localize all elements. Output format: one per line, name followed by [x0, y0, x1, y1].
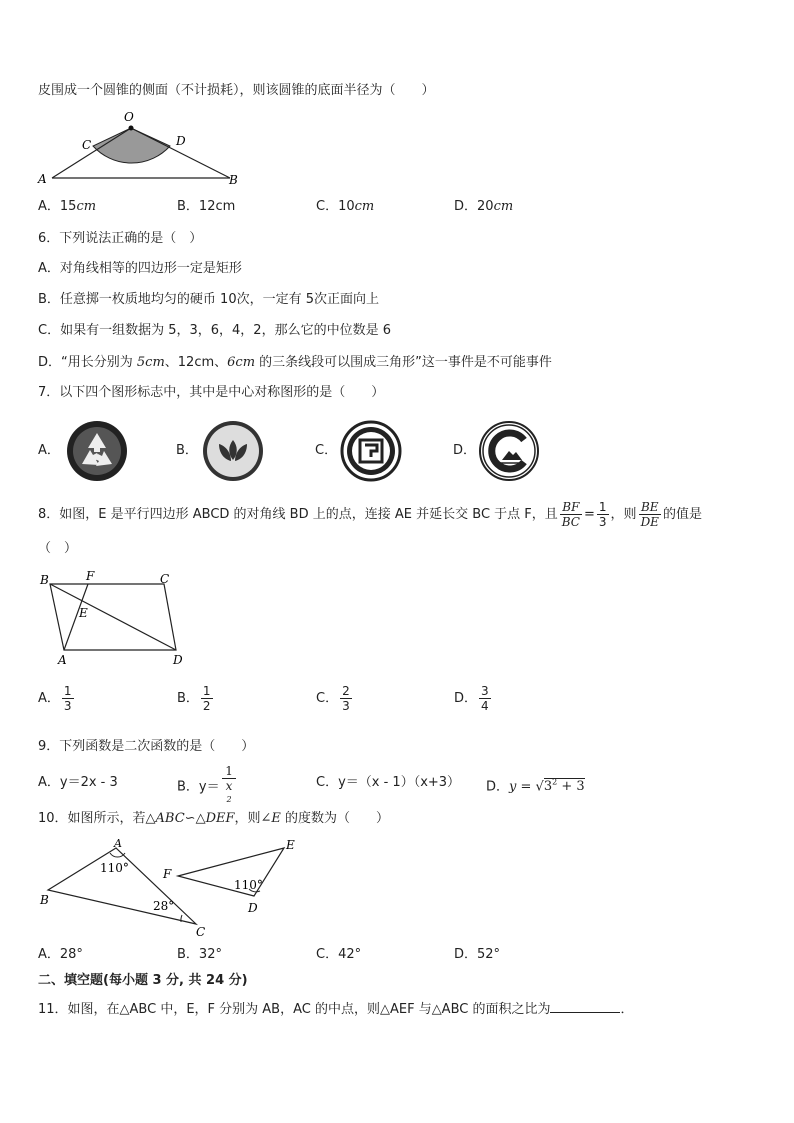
- q10-option-d[interactable]: D．52°: [454, 947, 501, 962]
- q8-parallelogram-figure: [36, 568, 196, 668]
- q7-stem: 7．以下四个图形标志中，其中是中心对称图形的是（ ）: [38, 385, 385, 400]
- q10-option-c[interactable]: C．42°: [316, 947, 362, 962]
- q8-stem: 8．如图，E 是平行四边形 ABCD 的对角线 BD 上的点，连接 AE 并延长交 BC 于点 F，且 $\frac{BF}{BC}$ = $\frac{1}{3}$ ，则 $\frac{BE}{DE}$ 的值是: [38, 500, 702, 529]
- q9-option-b[interactable]: B．y＝ 1 x $^2$: [177, 764, 238, 810]
- label-F: F: [86, 569, 95, 583]
- q5-option-c[interactable]: C．10cm: [316, 199, 375, 214]
- label-A: A: [114, 837, 122, 850]
- label-B: B: [229, 173, 238, 187]
- q10-option-a[interactable]: A．28°: [38, 947, 83, 962]
- q10-triangles-figure: [36, 836, 306, 944]
- q9-option-a[interactable]: A．y＝2x - 3: [38, 775, 118, 790]
- label-E: E: [286, 838, 295, 852]
- c-mountain-emblem-icon: [478, 420, 540, 482]
- angle-A-label: 110°: [100, 861, 129, 875]
- q9-option-c[interactable]: C．y＝（x - 1）（x+3）: [316, 775, 461, 790]
- q6-option-b[interactable]: B．任意掷一枚质地均匀的硬币 10次，一定有 5次正面向上: [38, 292, 379, 307]
- q5-option-b[interactable]: B．12cm: [177, 199, 236, 214]
- q8-paren: （ ）: [38, 541, 78, 556]
- leaf-emblem-icon: [202, 420, 264, 482]
- q6-stem: 6．下列说法正确的是（ ）: [38, 231, 203, 246]
- q6-option-d[interactable]: D．“用长分别为 5cm、12cm、6cm 的三条线段可以围成三角形”这一事件是不可能事件: [38, 355, 552, 370]
- angle-C-label: 28°: [153, 899, 175, 913]
- label-B: B: [40, 893, 49, 907]
- q11-stem: 11．如图，在△ABC 中，E，F 分别为 AB，AC 的中点，则△AEF 与△ABC 的面积之比为 ．: [38, 1002, 634, 1017]
- bank-emblem-icon: [340, 420, 402, 482]
- label-D: D: [248, 901, 258, 915]
- label-A: A: [58, 653, 67, 667]
- q6-option-c[interactable]: C．如果有一组数据为 5，3，6，4，2，那么它的中位数是 6: [38, 323, 391, 338]
- label-E: E: [79, 606, 88, 620]
- label-C: C: [160, 572, 170, 586]
- q8-option-b[interactable]: B． $\frac{1}{2}$: [177, 684, 211, 713]
- q5-option-d[interactable]: D．20cm: [454, 199, 514, 214]
- q8-option-a[interactable]: A． $\frac{1}{3}$: [38, 684, 72, 713]
- q8-option-c[interactable]: C． $\frac{2}{3}$: [316, 684, 350, 713]
- q8-option-d[interactable]: D． $\frac{3}{4}$: [454, 684, 489, 713]
- q10-option-b[interactable]: B．32°: [177, 947, 222, 962]
- answer-blank[interactable]: [550, 1000, 620, 1013]
- q9-option-d[interactable]: D．$y = √3^2 + 3$: [486, 778, 585, 795]
- label-O: O: [124, 110, 134, 124]
- recycle-emblem-icon: [66, 420, 128, 482]
- label-C: C: [82, 138, 92, 152]
- q5-cone-figure: [30, 108, 250, 190]
- q7-option-a-letter[interactable]: A．: [38, 443, 60, 458]
- q10-stem: 10．如图所示，若△ABC∽△DEF，则∠E 的度数为（ ）: [38, 811, 390, 826]
- q9-stem: 9．下列函数是二次函数的是（ ）: [38, 739, 255, 754]
- angle-D-label: 110°: [234, 878, 263, 892]
- q5-stem-tail: 皮围成一个圆锥的侧面（不计损耗），则该圆锥的底面半径为（ ）: [38, 83, 435, 98]
- label-C: C: [196, 925, 206, 939]
- q5-option-a[interactable]: A．15cm: [38, 199, 97, 214]
- label-A: A: [38, 172, 47, 186]
- label-D: D: [176, 134, 186, 148]
- label-D: D: [173, 653, 183, 667]
- q6-option-a[interactable]: A．对角线相等的四边形一定是矩形: [38, 261, 242, 276]
- q7-option-c-letter[interactable]: C．: [315, 443, 338, 458]
- q7-option-b-letter[interactable]: B．: [176, 443, 198, 458]
- label-F: F: [163, 867, 172, 881]
- section-title: 二、填空题(每小题 3 分, 共 24 分): [38, 973, 248, 988]
- q7-option-d-letter[interactable]: D．: [453, 443, 477, 458]
- label-B: B: [40, 573, 49, 587]
